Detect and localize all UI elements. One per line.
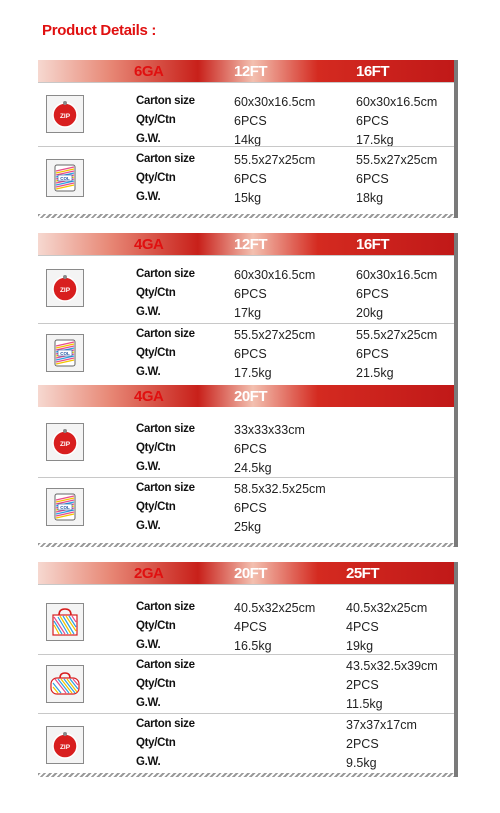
qty-value: 6PCS	[234, 501, 267, 515]
gw-label: G.W.	[136, 461, 161, 473]
carton-value: 60x30x16.5cm	[234, 268, 316, 282]
carton-value: 60x30x16.5cm	[234, 95, 316, 109]
table-2ga	[38, 562, 458, 777]
section-header	[38, 233, 454, 255]
qty-value: 6PCS	[356, 114, 389, 128]
gw-label: G.W.	[136, 756, 161, 768]
gw-label: G.W.	[136, 191, 161, 203]
section-header	[38, 60, 454, 82]
qty-value: 4PCS	[346, 620, 379, 634]
qty-value: 6PCS	[234, 287, 267, 301]
gw-value: 20kg	[356, 306, 384, 320]
table-row	[38, 584, 454, 654]
qty-label: Qty/Ctn	[136, 620, 176, 632]
table-row	[38, 255, 454, 323]
table-row	[38, 323, 454, 385]
qty-label: Qty/Ctn	[136, 347, 176, 359]
col-box-icon	[46, 488, 84, 526]
qty-value: 4PCS	[234, 620, 267, 634]
svg-text:COL: COL	[60, 176, 70, 181]
svg-text:ZIP: ZIP	[59, 287, 71, 294]
gw-label: G.W.	[136, 520, 161, 532]
gw-value: 17.5kg	[234, 366, 272, 380]
svg-text:COL: COL	[60, 351, 70, 356]
col-box-icon	[46, 159, 84, 197]
gw-value: 24.5kg	[234, 461, 272, 475]
gw-label: G.W.	[136, 366, 161, 378]
zip-badge-icon	[46, 726, 84, 764]
qty-label: Qty/Ctn	[136, 287, 176, 299]
zip-badge-icon	[46, 423, 84, 461]
column-header: 12FT	[234, 63, 268, 80]
carton-label: Carton size	[136, 423, 195, 435]
gw-label: G.W.	[136, 697, 161, 709]
table-row	[38, 713, 454, 776]
qty-value: 6PCS	[356, 287, 389, 301]
qty-value: 2PCS	[346, 737, 379, 751]
qty-label: Qty/Ctn	[136, 442, 176, 454]
table-row	[38, 146, 454, 212]
gw-value: 18kg	[356, 191, 384, 205]
carton-value: 60x30x16.5cm	[356, 95, 438, 109]
carton-value: 43.5x32.5x39cm	[346, 659, 438, 673]
qty-value: 6PCS	[356, 172, 389, 186]
carton-label: Carton size	[136, 95, 195, 107]
carton-value: 55.5x27x25cm	[356, 153, 438, 167]
gauge-label: 4GA	[134, 388, 164, 405]
carton-value: 55.5x27x25cm	[234, 328, 316, 342]
carry-bag-icon	[46, 603, 84, 641]
gw-label: G.W.	[136, 133, 161, 145]
gw-value: 11.5kg	[346, 697, 383, 711]
gw-value: 15kg	[234, 191, 262, 205]
gw-value: 19kg	[346, 639, 374, 653]
gw-value: 17.5kg	[356, 133, 394, 147]
column-header: 20FT	[234, 565, 268, 582]
svg-text:COL: COL	[60, 505, 70, 510]
qty-value: 6PCS	[234, 442, 267, 456]
gw-label: G.W.	[136, 639, 161, 651]
svg-text:ZIP: ZIP	[59, 113, 71, 120]
carton-label: Carton size	[136, 328, 195, 340]
page-title: Product Details :	[42, 22, 157, 39]
carton-label: Carton size	[136, 718, 195, 730]
gw-value: 16.5kg	[234, 639, 272, 653]
qty-label: Qty/Ctn	[136, 114, 176, 126]
carton-value: 40.5x32x25cm	[234, 601, 316, 615]
column-header: 25FT	[346, 565, 380, 582]
carton-label: Carton size	[136, 153, 195, 165]
gw-value: 17kg	[234, 306, 262, 320]
qty-label: Qty/Ctn	[136, 737, 176, 749]
qty-label: Qty/Ctn	[136, 501, 176, 513]
svg-text:ZIP: ZIP	[59, 441, 71, 448]
column-header: 16FT	[356, 236, 390, 253]
table-4ga	[38, 233, 458, 547]
zip-badge-icon	[46, 95, 84, 133]
gw-value: 14kg	[234, 133, 262, 147]
carton-value: 33x33x33cm	[234, 423, 305, 437]
zip-badge-icon	[46, 269, 84, 307]
table-row	[38, 82, 454, 146]
column-header: 20FT	[234, 388, 268, 405]
gw-value: 21.5kg	[356, 366, 394, 380]
col-box-icon	[46, 334, 84, 372]
carton-label: Carton size	[136, 482, 195, 494]
gw-value: 9.5kg	[346, 756, 377, 770]
table-row	[38, 654, 454, 713]
carton-label: Carton size	[136, 601, 195, 613]
carton-value: 37x37x17cm	[346, 718, 417, 732]
table-row	[38, 477, 454, 538]
table-6ga	[38, 60, 458, 218]
qty-value: 6PCS	[234, 347, 267, 361]
gauge-label: 6GA	[134, 63, 164, 80]
qty-value: 6PCS	[234, 172, 267, 186]
carton-value: 58.5x32.5x25cm	[234, 482, 326, 496]
carton-value: 55.5x27x25cm	[356, 328, 438, 342]
case-bag-icon	[46, 665, 84, 703]
qty-label: Qty/Ctn	[136, 678, 176, 690]
column-header: 16FT	[356, 63, 390, 80]
section-header	[38, 562, 454, 584]
gauge-label: 2GA	[134, 565, 164, 582]
section-header	[38, 385, 454, 407]
gw-label: G.W.	[136, 306, 161, 318]
carton-value: 55.5x27x25cm	[234, 153, 316, 167]
carton-value: 40.5x32x25cm	[346, 601, 428, 615]
svg-text:ZIP: ZIP	[59, 744, 71, 751]
gw-value: 25kg	[234, 520, 262, 534]
carton-label: Carton size	[136, 659, 195, 671]
table-row	[38, 407, 454, 477]
gauge-label: 4GA	[134, 236, 164, 253]
carton-label: Carton size	[136, 268, 195, 280]
qty-label: Qty/Ctn	[136, 172, 176, 184]
carton-value: 60x30x16.5cm	[356, 268, 438, 282]
qty-value: 6PCS	[234, 114, 267, 128]
qty-value: 2PCS	[346, 678, 379, 692]
qty-value: 6PCS	[356, 347, 389, 361]
column-header: 12FT	[234, 236, 268, 253]
